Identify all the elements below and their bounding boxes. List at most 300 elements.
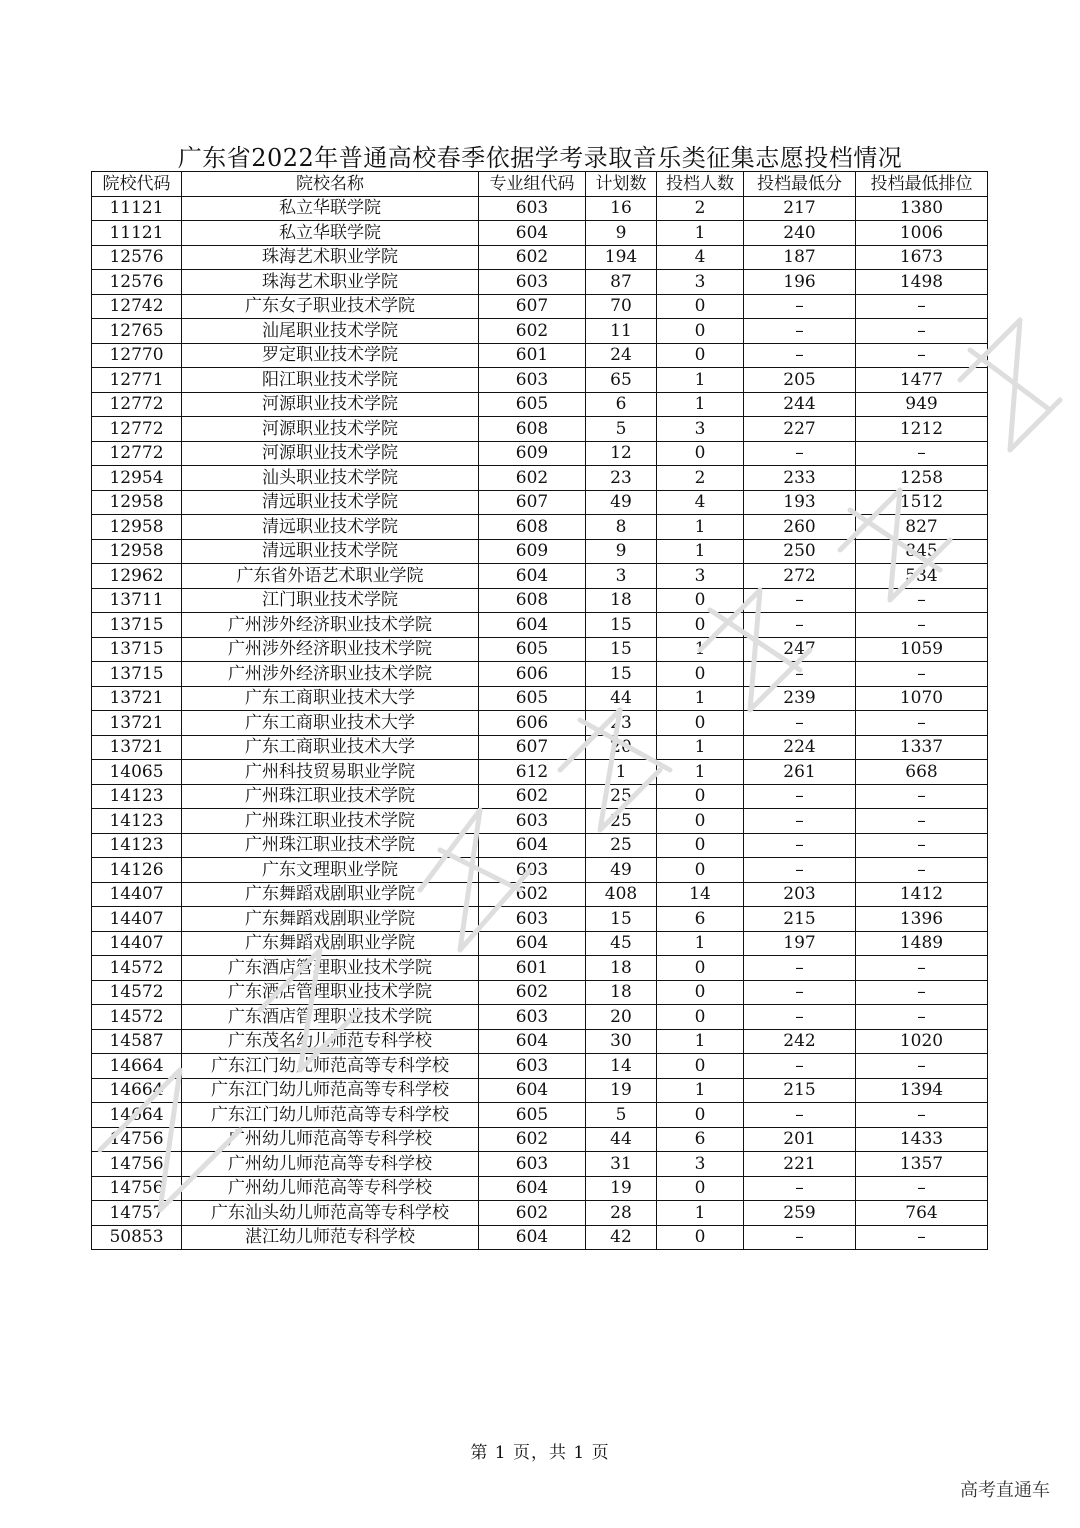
cell-min-score: 233	[744, 466, 856, 491]
cell-group-code: 605	[479, 392, 586, 417]
cell-plan-count: 42	[586, 1225, 657, 1250]
cell-plan-count: 8	[586, 515, 657, 540]
cell-min-score: –	[744, 441, 856, 466]
cell-school-name: 湛江幼儿师范专科学校	[182, 1225, 479, 1250]
cell-admitted-count: 1	[657, 515, 744, 540]
cell-admitted-count: 0	[657, 784, 744, 809]
cell-min-score: 201	[744, 1127, 856, 1152]
cell-group-code: 601	[479, 956, 586, 981]
cell-school-name: 广州涉外经济职业技术学院	[182, 637, 479, 662]
cell-school-code: 13721	[92, 711, 182, 736]
cell-group-code: 604	[479, 613, 586, 638]
cell-school-code: 12576	[92, 270, 182, 295]
table-row	[92, 245, 988, 270]
cell-min-rank: –	[856, 588, 988, 613]
cell-school-code: 12771	[92, 368, 182, 393]
cell-group-code: 602	[479, 466, 586, 491]
cell-plan-count: 16	[586, 196, 657, 221]
cell-school-code: 12765	[92, 319, 182, 344]
cell-plan-count: 19	[586, 1078, 657, 1103]
cell-admitted-count: 0	[657, 833, 744, 858]
cell-plan-count: 20	[586, 1005, 657, 1030]
cell-min-rank: 1512	[856, 490, 988, 515]
cell-min-score: –	[744, 1005, 856, 1030]
header-group-code: 专业组代码	[479, 172, 586, 197]
table-row	[92, 613, 988, 638]
cell-min-score: 250	[744, 539, 856, 564]
cell-admitted-count: 1	[657, 539, 744, 564]
table-row	[92, 1103, 988, 1128]
table-row	[92, 637, 988, 662]
cell-school-code: 12772	[92, 392, 182, 417]
cell-school-code: 14123	[92, 833, 182, 858]
cell-group-code: 602	[479, 319, 586, 344]
cell-school-code: 13721	[92, 686, 182, 711]
cell-plan-count: 70	[586, 294, 657, 319]
cell-group-code: 604	[479, 1225, 586, 1250]
cell-min-rank: 949	[856, 392, 988, 417]
table-row	[92, 196, 988, 221]
cell-min-rank: 1006	[856, 221, 988, 246]
table-row	[92, 784, 988, 809]
cell-min-rank: 1433	[856, 1127, 988, 1152]
cell-min-rank: 1059	[856, 637, 988, 662]
cell-school-code: 12958	[92, 490, 182, 515]
table-row	[92, 417, 988, 442]
cell-plan-count: 19	[586, 1176, 657, 1201]
cell-group-code: 602	[479, 784, 586, 809]
cell-school-name: 河源职业技术学院	[182, 417, 479, 442]
table-body	[92, 196, 988, 1250]
cell-min-score: –	[744, 711, 856, 736]
header-school-code: 院校代码	[92, 172, 182, 197]
cell-admitted-count: 3	[657, 564, 744, 589]
cell-plan-count: 23	[586, 466, 657, 491]
table-row	[92, 1176, 988, 1201]
cell-group-code: 603	[479, 907, 586, 932]
cell-admitted-count: 0	[657, 343, 744, 368]
cell-school-code: 14756	[92, 1152, 182, 1177]
cell-min-rank: 1394	[856, 1078, 988, 1103]
cell-min-rank: –	[856, 1103, 988, 1128]
cell-min-rank: 1020	[856, 1029, 988, 1054]
cell-min-score: 259	[744, 1201, 856, 1226]
table-row	[92, 1054, 988, 1079]
cell-school-name: 河源职业技术学院	[182, 441, 479, 466]
cell-school-name: 广东工商职业技术大学	[182, 711, 479, 736]
table-row	[92, 735, 988, 760]
cell-group-code: 603	[479, 368, 586, 393]
cell-school-name: 广东酒店管理职业技术学院	[182, 956, 479, 981]
cell-school-code: 14572	[92, 980, 182, 1005]
cell-min-score: 196	[744, 270, 856, 295]
cell-min-rank: 534	[856, 564, 988, 589]
table-row	[92, 441, 988, 466]
cell-plan-count: 49	[586, 490, 657, 515]
cell-min-score: –	[744, 980, 856, 1005]
cell-min-score: –	[744, 662, 856, 687]
cell-min-rank: –	[856, 784, 988, 809]
cell-school-name: 广东省外语艺术职业学院	[182, 564, 479, 589]
cell-admitted-count: 6	[657, 1127, 744, 1152]
cell-school-code: 14407	[92, 907, 182, 932]
cell-min-score: 203	[744, 882, 856, 907]
cell-plan-count: 18	[586, 956, 657, 981]
cell-admitted-count: 14	[657, 882, 744, 907]
cell-min-rank: –	[856, 1054, 988, 1079]
cell-school-name: 清远职业技术学院	[182, 490, 479, 515]
cell-admitted-count: 1	[657, 1201, 744, 1226]
cell-school-name: 私立华联学院	[182, 196, 479, 221]
cell-school-code: 14407	[92, 931, 182, 956]
cell-min-score: –	[744, 1054, 856, 1079]
cell-school-code: 12772	[92, 441, 182, 466]
cell-min-score: 247	[744, 637, 856, 662]
cell-group-code: 602	[479, 882, 586, 907]
cell-school-name: 私立华联学院	[182, 221, 479, 246]
cell-school-name: 汕尾职业技术学院	[182, 319, 479, 344]
cell-school-name: 广东江门幼儿师范高等专科学校	[182, 1103, 479, 1128]
cell-admitted-count: 1	[657, 368, 744, 393]
cell-group-code: 606	[479, 711, 586, 736]
cell-school-code: 14756	[92, 1176, 182, 1201]
cell-min-score: –	[744, 833, 856, 858]
table-row	[92, 564, 988, 589]
cell-admitted-count: 1	[657, 1078, 744, 1103]
cell-plan-count: 87	[586, 270, 657, 295]
cell-min-rank: 1337	[856, 735, 988, 760]
cell-admitted-count: 0	[657, 1103, 744, 1128]
cell-school-name: 广东舞蹈戏剧职业学院	[182, 882, 479, 907]
cell-admitted-count: 0	[657, 1005, 744, 1030]
cell-plan-count: 194	[586, 245, 657, 270]
table-row	[92, 588, 988, 613]
cell-plan-count: 28	[586, 1201, 657, 1226]
cell-min-score: –	[744, 1176, 856, 1201]
cell-min-score: 261	[744, 760, 856, 785]
cell-plan-count: 49	[586, 858, 657, 883]
cell-admitted-count: 3	[657, 1152, 744, 1177]
cell-min-score: 242	[744, 1029, 856, 1054]
cell-school-name: 广州涉外经济职业技术学院	[182, 613, 479, 638]
cell-group-code: 608	[479, 588, 586, 613]
table-row	[92, 931, 988, 956]
cell-school-name: 广州幼儿师范高等专科学校	[182, 1152, 479, 1177]
cell-plan-count: 65	[586, 368, 657, 393]
cell-admitted-count: 1	[657, 392, 744, 417]
cell-school-code: 14664	[92, 1078, 182, 1103]
cell-min-rank: –	[856, 1005, 988, 1030]
cell-group-code: 609	[479, 441, 586, 466]
cell-min-rank: –	[856, 711, 988, 736]
cell-min-score: 205	[744, 368, 856, 393]
cell-plan-count: 44	[586, 686, 657, 711]
cell-admitted-count: 0	[657, 319, 744, 344]
cell-school-code: 11121	[92, 221, 182, 246]
cell-admitted-count: 0	[657, 711, 744, 736]
cell-plan-count: 31	[586, 1152, 657, 1177]
cell-school-name: 广东女子职业技术学院	[182, 294, 479, 319]
cell-min-rank: –	[856, 662, 988, 687]
cell-min-score: –	[744, 784, 856, 809]
cell-school-name: 广东工商职业技术大学	[182, 686, 479, 711]
cell-plan-count: 45	[586, 931, 657, 956]
cell-min-rank: –	[856, 319, 988, 344]
cell-min-score: 215	[744, 1078, 856, 1103]
table-row	[92, 809, 988, 834]
cell-school-name: 阳江职业技术学院	[182, 368, 479, 393]
cell-school-name: 广东汕头幼儿师范高等专科学校	[182, 1201, 479, 1226]
cell-school-code: 13715	[92, 662, 182, 687]
header-admitted-count: 投档人数	[657, 172, 744, 197]
cell-min-rank: 668	[856, 760, 988, 785]
cell-school-name: 广州科技贸易职业学院	[182, 760, 479, 785]
cell-group-code: 602	[479, 1201, 586, 1226]
cell-school-code: 14664	[92, 1054, 182, 1079]
cell-min-score: –	[744, 858, 856, 883]
cell-min-rank: –	[856, 441, 988, 466]
cell-min-rank: 1258	[856, 466, 988, 491]
cell-group-code: 606	[479, 662, 586, 687]
cell-admitted-count: 0	[657, 1054, 744, 1079]
cell-min-rank: –	[856, 980, 988, 1005]
cell-group-code: 604	[479, 221, 586, 246]
cell-min-score: 215	[744, 907, 856, 932]
table-row	[92, 1005, 988, 1030]
cell-group-code: 603	[479, 1152, 586, 1177]
cell-min-score: 193	[744, 490, 856, 515]
cell-plan-count: 14	[586, 1054, 657, 1079]
cell-min-rank: –	[856, 833, 988, 858]
cell-school-code: 14123	[92, 784, 182, 809]
table-row	[92, 760, 988, 785]
cell-admitted-count: 3	[657, 417, 744, 442]
table-row	[92, 539, 988, 564]
header-min-score: 投档最低分	[744, 172, 856, 197]
cell-group-code: 604	[479, 1078, 586, 1103]
cell-plan-count: 6	[586, 392, 657, 417]
table-row	[92, 686, 988, 711]
cell-plan-count: 408	[586, 882, 657, 907]
cell-plan-count: 23	[586, 711, 657, 736]
cell-school-name: 清远职业技术学院	[182, 539, 479, 564]
table-row	[92, 662, 988, 687]
cell-admitted-count: 4	[657, 245, 744, 270]
cell-school-name: 广东舞蹈戏剧职业学院	[182, 907, 479, 932]
cell-school-name: 广州幼儿师范高等专科学校	[182, 1127, 479, 1152]
cell-group-code: 609	[479, 539, 586, 564]
cell-admitted-count: 0	[657, 809, 744, 834]
table-row	[92, 466, 988, 491]
table-row	[92, 515, 988, 540]
cell-min-rank: –	[856, 809, 988, 834]
cell-school-code: 50853	[92, 1225, 182, 1250]
cell-plan-count: 44	[586, 1127, 657, 1152]
cell-school-name: 广东文理职业学院	[182, 858, 479, 883]
cell-plan-count: 3	[586, 564, 657, 589]
cell-plan-count: 9	[586, 539, 657, 564]
table-header-row	[92, 172, 988, 197]
table-row	[92, 1127, 988, 1152]
cell-admitted-count: 0	[657, 980, 744, 1005]
page-footer: 第 1 页，共 1 页	[470, 1443, 610, 1463]
cell-school-name: 广东酒店管理职业技术学院	[182, 1005, 479, 1030]
cell-group-code: 603	[479, 1054, 586, 1079]
cell-min-rank: –	[856, 1225, 988, 1250]
cell-school-name: 广州珠江职业技术学院	[182, 809, 479, 834]
cell-min-rank: 1396	[856, 907, 988, 932]
cell-school-name: 广东茂名幼儿师范专科学校	[182, 1029, 479, 1054]
cell-group-code: 605	[479, 686, 586, 711]
cell-plan-count: 5	[586, 417, 657, 442]
cell-min-rank: 845	[856, 539, 988, 564]
cell-min-score: –	[744, 1103, 856, 1128]
cell-plan-count: 24	[586, 343, 657, 368]
cell-school-code: 12742	[92, 294, 182, 319]
cell-min-score: –	[744, 956, 856, 981]
cell-admitted-count: 1	[657, 686, 744, 711]
cell-plan-count: 1	[586, 760, 657, 785]
cell-school-code: 12958	[92, 539, 182, 564]
cell-admitted-count: 0	[657, 858, 744, 883]
cell-school-name: 汕头职业技术学院	[182, 466, 479, 491]
cell-group-code: 601	[479, 343, 586, 368]
cell-min-rank: –	[856, 294, 988, 319]
cell-plan-count: 20	[586, 735, 657, 760]
table-row	[92, 1029, 988, 1054]
header-plan-count: 计划数	[586, 172, 657, 197]
table-row	[92, 1225, 988, 1250]
table-row	[92, 221, 988, 246]
cell-admitted-count: 0	[657, 294, 744, 319]
cell-admitted-count: 0	[657, 441, 744, 466]
cell-school-code: 14407	[92, 882, 182, 907]
header-min-rank: 投档最低排位	[856, 172, 988, 197]
table-row	[92, 882, 988, 907]
cell-school-code: 14756	[92, 1127, 182, 1152]
cell-school-name: 广州珠江职业技术学院	[182, 833, 479, 858]
source-watermark: 高考直通车	[960, 1480, 1050, 1501]
cell-min-score: 240	[744, 221, 856, 246]
cell-plan-count: 15	[586, 907, 657, 932]
cell-plan-count: 25	[586, 833, 657, 858]
cell-school-code: 12576	[92, 245, 182, 270]
cell-group-code: 604	[479, 1176, 586, 1201]
cell-admitted-count: 6	[657, 907, 744, 932]
cell-school-name: 广州幼儿师范高等专科学校	[182, 1176, 479, 1201]
cell-school-code: 14664	[92, 1103, 182, 1128]
cell-plan-count: 30	[586, 1029, 657, 1054]
cell-min-rank: 764	[856, 1201, 988, 1226]
cell-min-rank: –	[856, 858, 988, 883]
cell-group-code: 603	[479, 196, 586, 221]
table-row	[92, 956, 988, 981]
cell-min-rank: 1673	[856, 245, 988, 270]
cell-plan-count: 25	[586, 809, 657, 834]
cell-min-rank: –	[856, 613, 988, 638]
table-row	[92, 319, 988, 344]
cell-school-code: 13721	[92, 735, 182, 760]
cell-group-code: 604	[479, 564, 586, 589]
cell-school-name: 广州珠江职业技术学院	[182, 784, 479, 809]
cell-min-score: 272	[744, 564, 856, 589]
cell-min-score: –	[744, 1225, 856, 1250]
cell-plan-count: 18	[586, 980, 657, 1005]
table-row	[92, 833, 988, 858]
cell-group-code: 602	[479, 1127, 586, 1152]
cell-min-rank: 1489	[856, 931, 988, 956]
cell-school-code: 11121	[92, 196, 182, 221]
table-row	[92, 270, 988, 295]
cell-plan-count: 5	[586, 1103, 657, 1128]
admission-table	[91, 171, 988, 1250]
table-row	[92, 1201, 988, 1226]
cell-school-code: 12962	[92, 564, 182, 589]
cell-school-name: 广州涉外经济职业技术学院	[182, 662, 479, 687]
cell-group-code: 608	[479, 417, 586, 442]
table-row	[92, 907, 988, 932]
cell-admitted-count: 1	[657, 735, 744, 760]
cell-admitted-count: 1	[657, 760, 744, 785]
cell-plan-count: 9	[586, 221, 657, 246]
cell-group-code: 605	[479, 637, 586, 662]
cell-admitted-count: 1	[657, 221, 744, 246]
cell-school-name: 广东酒店管理职业技术学院	[182, 980, 479, 1005]
cell-min-rank: 827	[856, 515, 988, 540]
cell-admitted-count: 1	[657, 637, 744, 662]
cell-school-code: 14572	[92, 1005, 182, 1030]
cell-group-code: 603	[479, 270, 586, 295]
cell-min-rank: –	[856, 343, 988, 368]
cell-min-score: –	[744, 613, 856, 638]
cell-group-code: 612	[479, 760, 586, 785]
cell-min-rank: 1380	[856, 196, 988, 221]
cell-min-rank: 1477	[856, 368, 988, 393]
cell-group-code: 607	[479, 294, 586, 319]
cell-min-score: 244	[744, 392, 856, 417]
cell-plan-count: 11	[586, 319, 657, 344]
cell-school-code: 14572	[92, 956, 182, 981]
cell-group-code: 607	[479, 490, 586, 515]
cell-admitted-count: 0	[657, 1225, 744, 1250]
cell-admitted-count: 3	[657, 270, 744, 295]
cell-admitted-count: 2	[657, 196, 744, 221]
table-row	[92, 1078, 988, 1103]
cell-min-score: –	[744, 319, 856, 344]
cell-school-name: 广东工商职业技术大学	[182, 735, 479, 760]
cell-min-rank: 1357	[856, 1152, 988, 1177]
cell-school-name: 广东舞蹈戏剧职业学院	[182, 931, 479, 956]
table-row	[92, 1152, 988, 1177]
cell-group-code: 603	[479, 1005, 586, 1030]
cell-plan-count: 15	[586, 613, 657, 638]
cell-min-score: –	[744, 343, 856, 368]
cell-min-rank: –	[856, 1176, 988, 1201]
table-row	[92, 711, 988, 736]
cell-admitted-count: 4	[657, 490, 744, 515]
cell-school-name: 广东江门幼儿师范高等专科学校	[182, 1078, 479, 1103]
header-school-name: 院校名称	[182, 172, 479, 197]
cell-school-name: 珠海艺术职业学院	[182, 270, 479, 295]
cell-group-code: 603	[479, 858, 586, 883]
cell-admitted-count: 0	[657, 613, 744, 638]
cell-min-rank: 1412	[856, 882, 988, 907]
cell-min-rank: 1498	[856, 270, 988, 295]
cell-min-score: 260	[744, 515, 856, 540]
cell-group-code: 605	[479, 1103, 586, 1128]
cell-min-rank: 1212	[856, 417, 988, 442]
cell-min-score: –	[744, 588, 856, 613]
